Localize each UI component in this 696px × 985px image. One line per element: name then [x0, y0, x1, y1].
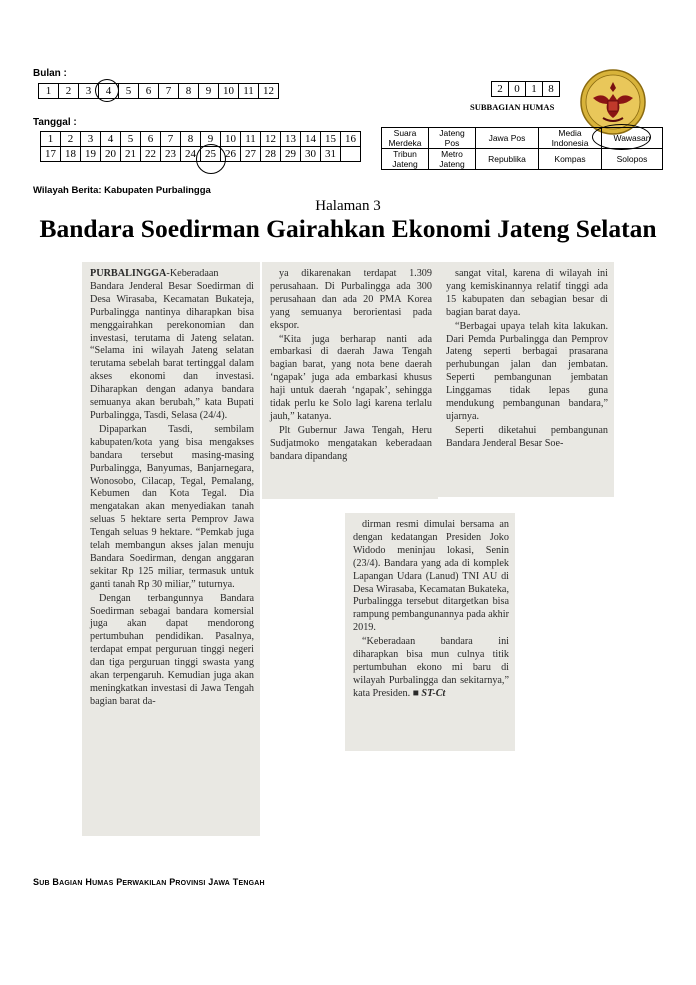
day-cell: 25	[201, 147, 221, 162]
month-cell: 5	[119, 84, 139, 99]
year-digit-cell: 8	[543, 82, 560, 97]
article-title: Bandara Soedirman Gairahkan Ekonomi Jateng Selatan	[39, 214, 657, 243]
signature-square-icon: ■	[410, 687, 422, 699]
article-paragraph	[446, 268, 608, 320]
article-paragraph	[90, 593, 254, 709]
month-cell: 7	[159, 84, 179, 99]
media-cell: Tribun Jateng	[382, 149, 429, 170]
day-cell: 10	[221, 132, 241, 147]
day-cell: 5	[121, 132, 141, 147]
day-cell	[341, 147, 361, 162]
month-cell: 9	[199, 84, 219, 99]
day-cell: 7	[161, 132, 181, 147]
media-cell: Republika	[476, 149, 539, 170]
selected-day-circle	[196, 144, 226, 174]
article-paragraph	[270, 425, 432, 464]
media-cell: Solopos	[602, 149, 663, 170]
day-cell: 16	[341, 132, 361, 147]
paragraph-text: “Berbagai upaya telah kita lakukan. Dari Pemda Purbalingga dan Pemprov Jateng seperti berbagai prasarana perhubungan jalan dan jembatan. Seperti pembangunan jembatan Linggamas tidak lepas guna mendukung pembangunan bandara,” ujarnya.	[446, 320, 608, 422]
year-digit-cell: 2	[492, 82, 509, 97]
signature: ST-Ct	[421, 687, 446, 699]
day-cell: 28	[261, 147, 281, 162]
org-label: SUBBAGIAN HUMAS	[470, 102, 555, 112]
article-paragraph	[270, 268, 432, 333]
article-paragraph	[353, 636, 509, 701]
day-cell: 8	[181, 132, 201, 147]
day-cell: 31	[321, 147, 341, 162]
month-cell: 11	[239, 84, 259, 99]
month-cell: 3	[79, 84, 99, 99]
day-cell: 30	[301, 147, 321, 162]
day-cell: 4	[101, 132, 121, 147]
article-paragraph	[353, 519, 509, 635]
paragraph-text: Dipaparkan Tasdi, sembilam kabupaten/kota yang bisa mengakses bandara tersebut masing-masing Purbalingga, Banyumas, Banjarnegara, Wonosobo, Cilacap, Tegal, Pemalang, Kebumen dan Kota Tegal. Dia mengatakan akan menyediakan tanah seluas 5 hektare serta Pemprov Jawa Tengah seluas 9 hektare. “Pemkab juga telah membangun akses jalan menuju Bandara Soedirman, dengan anggaran sekitar Rp 125 miliar, termasuk untuk ganti tanah Rp 30 miliar,” tuturnya.	[90, 423, 254, 590]
paragraph-text: sangat vital, karena di wilayah ini yang kemiskinannya relatif tinggi ada 15 kabupaten dan sebagian besar di bagian barat daya.	[446, 268, 608, 318]
paragraph-text: “Kita juga berharap nanti ada embarkasi di daerah Jawa Tengah bagian barat, yang nota bene daerah ‘ngapak’ juga ada embarkasi khusus haji untuk daerah ‘ngapak’, sehingga tidak perlu ke Solo lagi karena terlalu jauh,” katanya.	[270, 333, 432, 422]
tanggal-label: Tanggal :	[33, 117, 77, 128]
page-number: Halaman 3	[315, 198, 381, 214]
media-cell: Suara Merdeka	[382, 128, 429, 149]
day-cell: 1	[41, 132, 61, 147]
day-cell: 21	[121, 147, 141, 162]
year-digit-cell: 0	[509, 82, 526, 97]
selected-media-circle	[592, 124, 651, 150]
dateline: PURBALINGGA	[90, 268, 167, 279]
footer-label: SUB BAGIAN HUMAS PERWAKILAN PROVINSI JAWA TENGAH	[33, 877, 265, 887]
day-cell: 22	[141, 147, 161, 162]
day-cell: 20	[101, 147, 121, 162]
paragraph-text: Seperti diketahui pembangunan Bandara Jenderal Besar Soe-	[446, 424, 608, 449]
day-cell: 29	[281, 147, 301, 162]
media-cell: Jateng Pos	[429, 128, 476, 149]
media-cell: Kompas	[539, 149, 602, 170]
day-cell: 13	[281, 132, 301, 147]
day-cell: 17	[41, 147, 61, 162]
bulan-label: Bulan :	[33, 68, 67, 79]
day-cell: 24	[181, 147, 201, 162]
paragraph-text: dirman resmi dimulai bersama an dengan kedatangan Presiden Joko Widodo meninjau lokasi, Senin (23/4). Bandara yang ada di komplek Lapangan Udara (Lanud) TNI AU di Desa Wirasaba, Kecamatan Bukateka, Purbalingga tersebut ditargetkan bisa rampung pembangunannya pada akhir 2019.	[353, 519, 509, 634]
month-cell: 6	[139, 84, 159, 99]
article-column-4	[345, 513, 515, 751]
day-cell: 14	[301, 132, 321, 147]
paragraph-text: “Keberadaan bandara ini diharapkan bisa mun culnya titik pertumbuhan ekono mi baru di wilayah Purbalingga dan sekitarnya,” kata Presiden.	[353, 636, 509, 699]
selected-month-circle	[95, 79, 119, 102]
month-cell: 2	[59, 84, 79, 99]
article-column-2	[262, 262, 438, 499]
media-cell: Media Indonesia	[539, 128, 602, 149]
year-digit-cell: 1	[526, 82, 543, 97]
month-cell: 8	[179, 84, 199, 99]
day-cell: 27	[241, 147, 261, 162]
article-column-3	[438, 262, 614, 497]
day-cell: 9	[201, 132, 221, 147]
month-cell: 12	[259, 84, 279, 99]
day-cell: 3	[81, 132, 101, 147]
article-paragraph	[270, 334, 432, 424]
day-cell: 18	[61, 147, 81, 162]
article-paragraph	[446, 425, 608, 451]
month-grid	[38, 83, 279, 99]
month-cell: 1	[39, 84, 59, 99]
media-cell: Metro Jateng	[429, 149, 476, 170]
month-cell: 4	[99, 84, 119, 99]
paragraph-text: -Keberadaan Bandara Jenderal Besar Soedirman di Desa Wirasaba, Kecamatan Bukateja, Purbalingga nantinya diharapkan bisa menggairahkan perekonomian dan investasi, terutama di Jateng selatan. “Selama ini wilayah Jateng selatan terutama sebelah barat tertinggal dalam akses ekonomi dan investasi. Diharapkan dengan adanya bandara semuanya akan berubah,” kata Bupati Purbalingga, Tasdi, Selasa (24/4).	[90, 268, 254, 421]
wilayah-label: Wilayah Berita: Kabupaten Purbalingga	[33, 185, 211, 196]
day-cell: 26	[221, 147, 241, 162]
day-cell: 15	[321, 132, 341, 147]
paragraph-text: Plt Gubernur Jawa Tengah, Heru Sudjatmoko mengatakan keberadaan bandara dipandang	[270, 424, 432, 462]
media-cell: Wawasan	[602, 128, 663, 149]
article-paragraph	[446, 321, 608, 424]
day-cell: 12	[261, 132, 281, 147]
day-cell: 2	[61, 132, 81, 147]
article-paragraph	[90, 268, 254, 423]
year-grid	[491, 81, 560, 97]
media-cell: Jawa Pos	[476, 128, 539, 149]
paragraph-text: Dengan terbangunnya Bandara Soedirman sebagai bandara komersial juga akan dapat mendorong pertumbuhan pendidikan. Pasalnya, terdapat empat perguruan tinggi negeri dan tiga perguruan tinggi swasta yang akan terpengaruh. Kemudian juga akan meningkatkan investasi di Jawa Tengah bagian barat da-	[90, 592, 254, 707]
day-cell: 23	[161, 147, 181, 162]
day-cell: 11	[241, 132, 261, 147]
paragraph-text: ya dikarenakan terdapat 1.309 perusahaan. Di Purbalingga ada 300 perusahaan dan ada 20 PMA Korea yang semuanya berorientasi pada ekspor.	[270, 268, 432, 331]
month-cell: 10	[219, 84, 239, 99]
article-paragraph	[90, 424, 254, 592]
article-column-1	[82, 262, 260, 836]
day-cell: 19	[81, 147, 101, 162]
day-cell: 6	[141, 132, 161, 147]
